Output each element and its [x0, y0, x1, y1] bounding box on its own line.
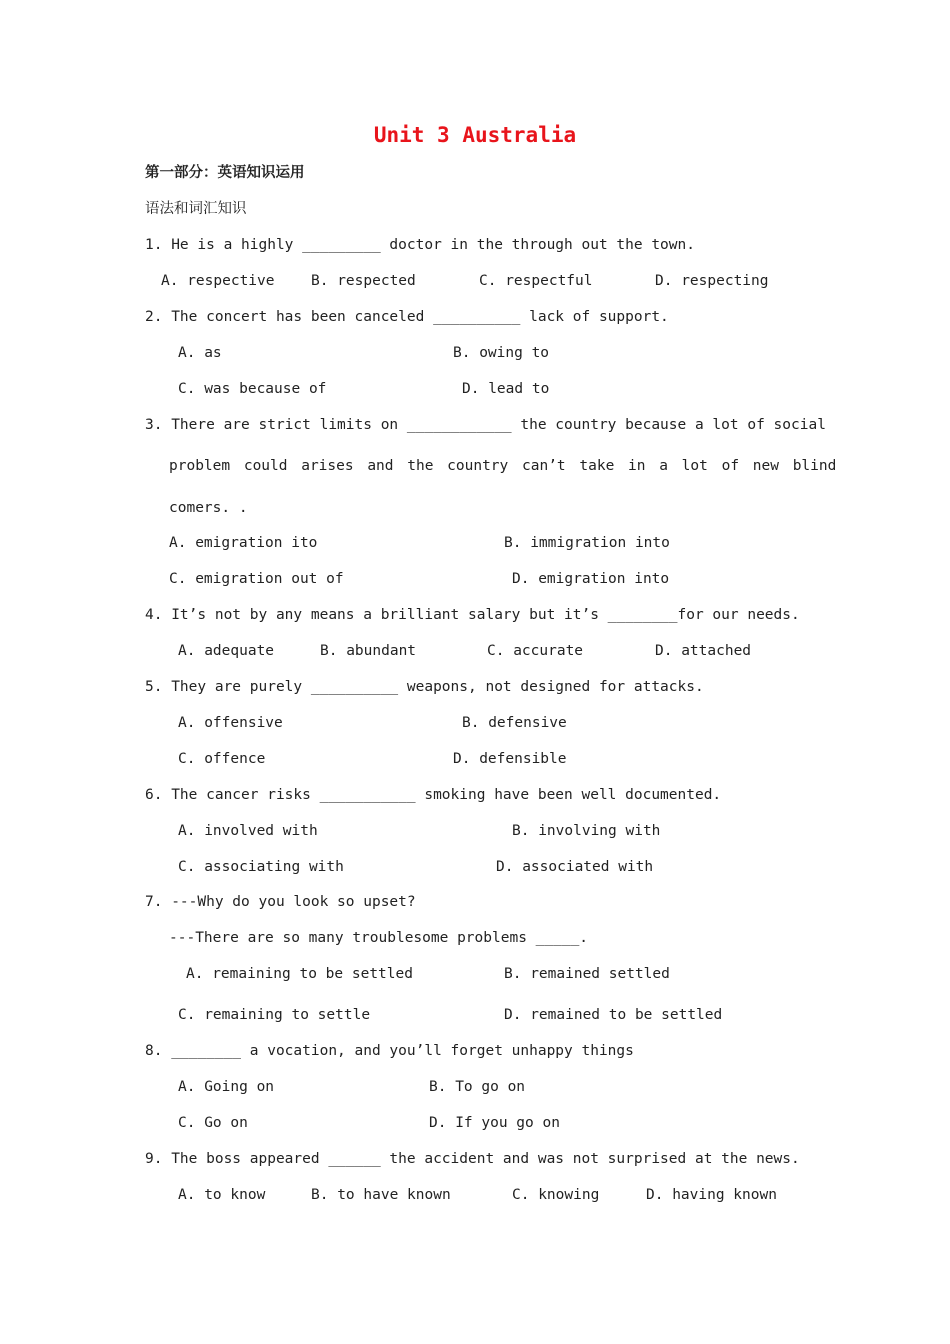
question-1-option-c: C. respectful	[479, 273, 593, 289]
question-8-option-b: B. To go on	[429, 1079, 526, 1095]
question-5-option-b: B. defensive	[462, 715, 567, 731]
question-8-option-c: C. Go on	[178, 1115, 248, 1131]
question-4-option-b: B. abundant	[320, 643, 417, 659]
question-4-option-c: C. accurate	[487, 643, 584, 659]
question-9-option-c: C. knowing	[512, 1187, 600, 1203]
question-9-option-a: A. to know	[178, 1187, 266, 1203]
question-6-option-a: A. involved with	[178, 823, 318, 839]
question-6-stem: 6. The cancer risks ___________ smoking have been well documented.	[145, 787, 722, 803]
question-5-option-a: A. offensive	[178, 715, 283, 731]
question-9-option-d: D. having known	[646, 1187, 777, 1203]
question-1-option-b: B. respected	[311, 273, 416, 289]
question-1-stem: 1. He is a highly _________ doctor in the through out the town.	[145, 237, 695, 253]
question-8-stem: 8. ________ a vocation, and you’ll forget unhappy things	[145, 1043, 634, 1059]
question-2-option-d: D. lead to	[462, 381, 550, 397]
question-3-stem-line-1: 3. There are strict limits on ____________ the country because a lot of social	[145, 417, 826, 433]
section-heading: 第一部分：英语知识运用	[145, 165, 305, 181]
question-1-option-d: D. respecting	[655, 273, 769, 289]
question-5-stem: 5. They are purely __________ weapons, not designed for attacks.	[145, 679, 704, 695]
question-9-option-b: B. to have known	[311, 1187, 451, 1203]
question-5-option-d: D. defensible	[453, 751, 567, 767]
question-3-option-d: D. emigration into	[512, 571, 670, 587]
question-1-option-a: A. respective	[161, 273, 275, 289]
question-3-option-b: B. immigration into	[504, 535, 670, 551]
question-4-option-d: D. attached	[655, 643, 752, 659]
question-6-option-c: C. associating with	[178, 859, 344, 875]
question-5-option-c: C. offence	[178, 751, 266, 767]
question-2-stem: 2. The concert has been canceled __________ lack of support.	[145, 309, 669, 325]
question-3-stem-line-3: comers. .	[169, 500, 248, 516]
question-7-option-b: B. remained settled	[504, 966, 670, 982]
subsection-heading: 语法和词汇知识	[145, 201, 247, 217]
question-3-option-a: A. emigration ito	[169, 535, 318, 551]
question-6-option-d: D. associated with	[496, 859, 654, 875]
question-7-stem-line-1: 7. ---Why do you look so upset?	[145, 894, 416, 910]
question-4-stem: 4. It’s not by any means a brilliant salary but it’s ________for our needs.	[145, 607, 800, 623]
question-8-option-d: D. If you go on	[429, 1115, 560, 1131]
question-4-option-a: A. adequate	[178, 643, 275, 659]
question-7-option-c: C. remaining to settle	[178, 1007, 371, 1023]
question-3-option-c: C. emigration out of	[169, 571, 344, 587]
question-7-option-d: D. remained to be settled	[504, 1007, 723, 1023]
page-title: Unit 3 Australia	[373, 123, 577, 147]
question-2-option-a: A. as	[178, 345, 222, 361]
question-2-option-c: C. was because of	[178, 381, 327, 397]
question-9-stem: 9. The boss appeared ______ the accident and was not surprised at the news.	[145, 1151, 800, 1167]
question-7-option-a: A. remaining to be settled	[186, 966, 413, 982]
question-2-option-b: B. owing to	[453, 345, 550, 361]
question-6-option-b: B. involving with	[512, 823, 661, 839]
question-7-stem-line-2: ---There are so many troublesome problems _____.	[169, 930, 589, 946]
question-3-stem-line-2: problem could arises and the country can’t take in a lot of new blind	[169, 458, 837, 474]
question-8-option-a: A. Going on	[178, 1079, 275, 1095]
